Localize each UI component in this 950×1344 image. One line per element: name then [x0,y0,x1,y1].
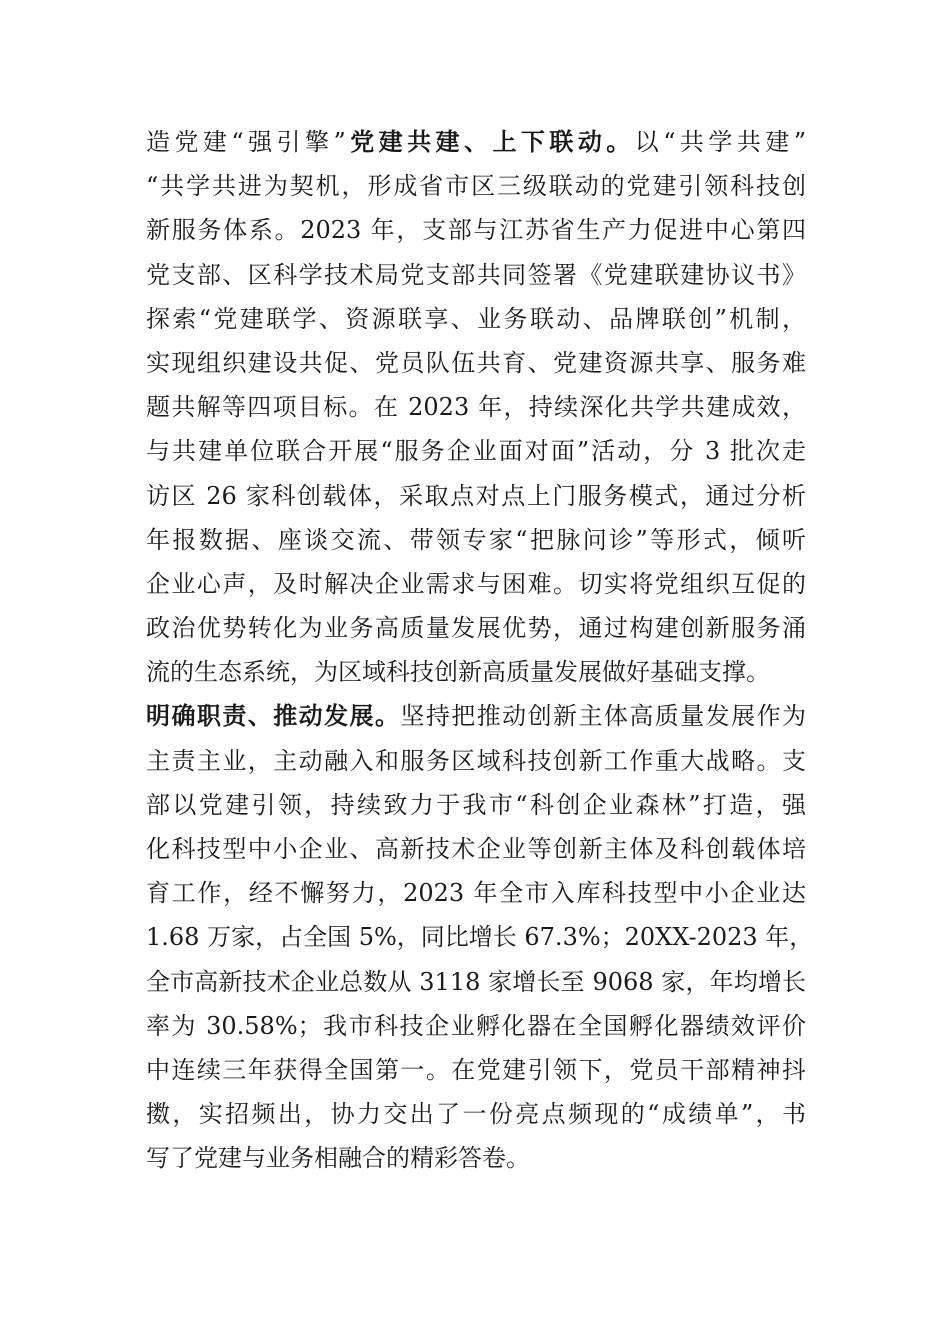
line-text: 造党建“强引擎” [146,128,346,156]
paragraph-line: 中连续三年获得全国第一。在党建引领下，党员干部精神抖 [146,1055,806,1084]
paragraph-line: 写了党建与业务相融合的精彩答卷。 [146,1144,530,1173]
paragraph-line: 题共解等四项目标。在 2023 年，持续深化共学共建成效， [146,393,806,422]
bold-heading: 明确职责、推动发展。 [146,702,401,731]
paragraph-line: 主责主业，主动融入和服务区域科技创新工作重大战略。支 [146,746,806,775]
paragraph-line: 与共建单位联合开展“服务企业面对面”活动，分 3 批次走 [146,437,806,466]
paragraph-line: 化科技型中小企业、高新技术企业等创新主体及科创载体培 [146,835,806,863]
body-text [146,120,814,1181]
paragraph-line: 部以党建引领，持续致力于我市“科创企业森林”打造，强 [146,790,806,819]
paragraph-line: 探索“党建联学、资源联享、业务联动、品牌联创”机制， [146,304,806,333]
bold-heading: 党建共建、上下联动。 [345,128,635,156]
paragraph-line: 实现组织建设共促、党员队伍共育、党建资源共享、服务难 [146,348,806,377]
paragraph-line: 政治优势转化为业务高质量发展优势，通过构建创新服务涌 [146,614,806,643]
paragraph-line: 育工作，经不懈努力，2023 年全市入库科技型中小企业达 [146,879,806,908]
paragraph-line: 全市高新技术企业总数从 3118 家增长至 9068 家，年均增长 [146,967,806,996]
paragraph-line: 年报数据、座谈交流、带领专家“把脉问诊”等形式，倾听 [146,525,806,554]
paragraph-line: 擞，实招频出，协力交出了一份亮点频现的“成绩单”，书 [146,1100,806,1129]
paragraph-line [146,694,806,738]
line-text: 坚持把推动创新主体高质量发展作为 [400,702,807,731]
paragraph-line: 访区 26 家科创载体，采取点对点上门服务模式，通过分析 [146,481,806,510]
paragraph-line: 1.68 万家，占全国 5%，同比增长 67.3%；20XX-2023 年， [146,923,814,952]
line-text: 以“共学共建” [634,128,806,156]
paragraph-line: “共学共进为契机，形成省市区三级联动的党建引领科技创 [146,172,806,201]
paragraph-line [146,120,806,164]
paragraph-line: 率为 30.58%；我市科技企业孵化器在全国孵化器绩效评价 [146,1011,806,1040]
paragraph-line: 流的生态系统，为区域科技创新高质量发展做好基础支撑。 [146,658,770,687]
paragraph-line: 企业心声，及时解决企业需求与困难。切实将党组织互促的 [146,569,806,598]
paragraph-line: 新服务体系。2023 年，支部与江苏省生产力促进中心第四 [146,216,806,245]
paragraph-line: 党支部、区科学技术局党支部共同签署《党建联建协议书》 [146,260,806,289]
